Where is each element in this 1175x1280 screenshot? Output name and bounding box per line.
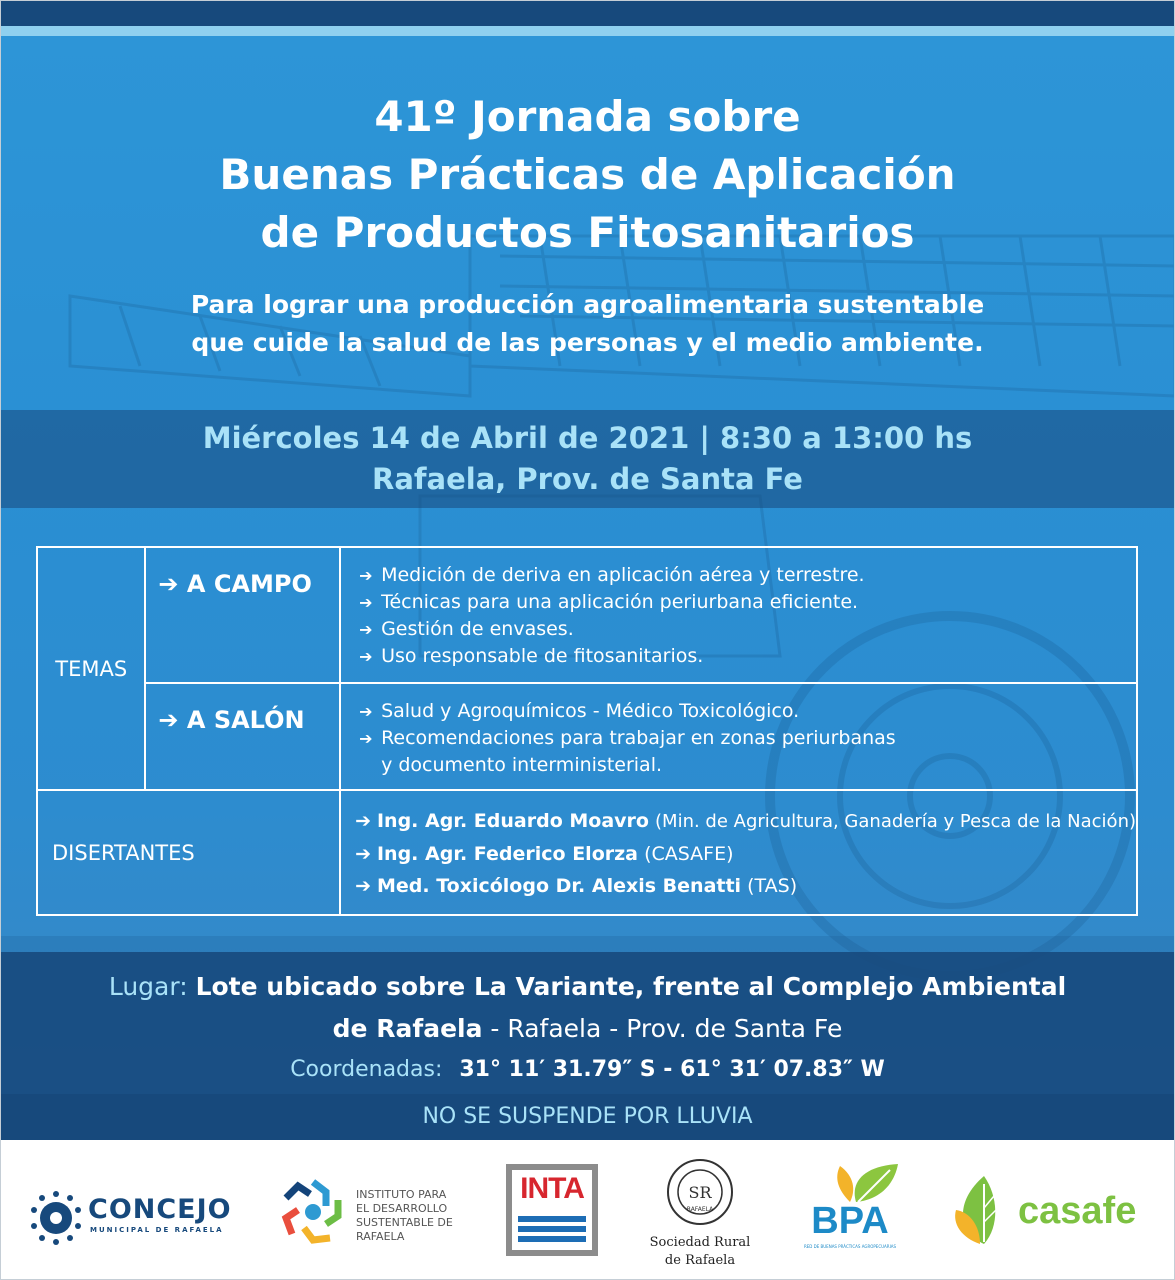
speaker-row xyxy=(355,838,1136,870)
title-line: Buenas Prácticas de Aplicación xyxy=(219,150,956,199)
sociedad-name: Sociedad Rural de Rafaela xyxy=(649,1235,751,1268)
bpa-logo xyxy=(798,1160,908,1260)
event-date-time: Miércoles 14 de Abril de 2021 | 8:30 a 13:00 hs xyxy=(202,421,973,455)
casafe-name: casafe xyxy=(1018,1190,1137,1232)
sociedad-rural-logo xyxy=(640,1156,760,1276)
speaker-row xyxy=(355,870,1136,902)
list-item-continuation: y documento interministerial. xyxy=(381,754,663,776)
speaker-org: (Min. de Agricultura, Ganadería y Pesca de la Nación) xyxy=(655,811,1136,832)
list-item: ➔ Salud y Agroquímicos - Médico Toxicológico. xyxy=(359,698,1136,725)
svg-text:SR: SR xyxy=(688,1183,712,1202)
list-item: ➔ Técnicas para una aplicación periurbana eficiente. xyxy=(359,589,1136,616)
coordinates-line xyxy=(0,1050,1175,1090)
location-city-rest: - Rafaela - Prov. de Santa Fe xyxy=(482,1014,843,1043)
speaker-org: (TAS) xyxy=(747,875,798,897)
location-band xyxy=(0,952,1175,1094)
coordinates-value: 31° 11′ 31.79″ S - 61° 31′ 07.83″ W xyxy=(459,1057,885,1082)
hero-section xyxy=(0,36,1175,1140)
casafe-leaf-icon xyxy=(948,1172,1018,1248)
date-band xyxy=(0,410,1175,508)
bpa-leaf-icon xyxy=(798,1160,908,1204)
event-title xyxy=(0,88,1175,262)
concejo-sub: MUNICIPAL DE RAFAELA xyxy=(90,1226,224,1234)
title-line: 41º Jornada sobre xyxy=(374,92,801,141)
concejo-name: CONCEJO xyxy=(88,1194,232,1225)
salon-title: ➔ A SALÓN xyxy=(145,683,340,790)
bpa-sub: RED DE BUENAS PRÁCTICAS AGROPECUARIAS xyxy=(803,1244,897,1249)
instituto-logo xyxy=(280,1176,470,1252)
location-line-2 xyxy=(0,1008,1175,1050)
casafe-logo xyxy=(948,1172,1158,1252)
inta-logo xyxy=(506,1164,598,1256)
bpa-name: BPA xyxy=(811,1200,889,1242)
concejo-dots-icon xyxy=(28,1188,84,1248)
arrow-icon: ➔ xyxy=(355,843,371,865)
temas-label: TEMAS xyxy=(37,547,145,790)
speakers-list xyxy=(340,790,1137,915)
top-accent-bar xyxy=(0,26,1175,36)
rain-notice: NO SE SUSPENDE POR LLUVIA xyxy=(0,1094,1175,1140)
speaker-name: Ing. Agr. Federico Elorza xyxy=(376,843,639,865)
salon-items xyxy=(340,683,1137,790)
campo-items xyxy=(340,547,1137,683)
sociedad-seal-icon xyxy=(640,1156,760,1232)
title-line: de Productos Fitosanitarios xyxy=(260,208,915,257)
instituto-name: INSTITUTO PARA EL DESARROLLO SUSTENTABLE DE RAFAELA xyxy=(356,1188,453,1243)
seal-text: RAFAELA xyxy=(686,1206,714,1213)
disertantes-label: DISERTANTES xyxy=(37,790,340,915)
location-address: Lote ubicado sobre La Variante, frente al Complejo Ambiental xyxy=(195,972,1067,1001)
subtitle-line: Para lograr una producción agroalimentaria sustentable xyxy=(190,290,985,319)
location-line-1 xyxy=(0,952,1175,1008)
list-item: ➔ Gestión de envases. xyxy=(359,616,1136,643)
location-prefix: Lugar: xyxy=(108,972,188,1001)
speaker-name: Ing. Agr. Eduardo Moavro xyxy=(376,810,649,832)
list-item: ➔ Medición de deriva en aplicación aérea y terrestre. xyxy=(359,562,1136,589)
coordinates-label: Coordenadas: xyxy=(290,1057,443,1082)
instituto-flower-icon xyxy=(280,1176,346,1246)
event-subtitle xyxy=(0,286,1175,362)
speaker-org: (CASAFE) xyxy=(644,843,734,865)
list-item: ➔ Uso responsable de fitosanitarios. xyxy=(359,643,1136,670)
speaker-name: Med. Toxicólogo Dr. Alexis Benatti xyxy=(376,875,742,897)
arrow-icon: ➔ xyxy=(355,875,371,897)
program-table xyxy=(36,546,1138,916)
inta-text: INTA xyxy=(520,1172,584,1205)
concejo-logo xyxy=(28,1188,258,1248)
event-place: Rafaela, Prov. de Santa Fe xyxy=(372,462,803,496)
arrow-icon: ➔ xyxy=(355,810,371,832)
list-item: ➔ Recomendaciones para trabajar en zonas periurbanas xyxy=(359,725,1136,752)
location-city-bold: de Rafaela xyxy=(332,1014,483,1043)
campo-title: ➔ A CAMPO xyxy=(145,547,340,683)
sponsor-logos xyxy=(0,1140,1175,1280)
subtitle-line: que cuide la salud de las personas y el medio ambiente. xyxy=(191,328,984,357)
speaker-row xyxy=(355,805,1136,838)
top-bar xyxy=(0,0,1175,26)
